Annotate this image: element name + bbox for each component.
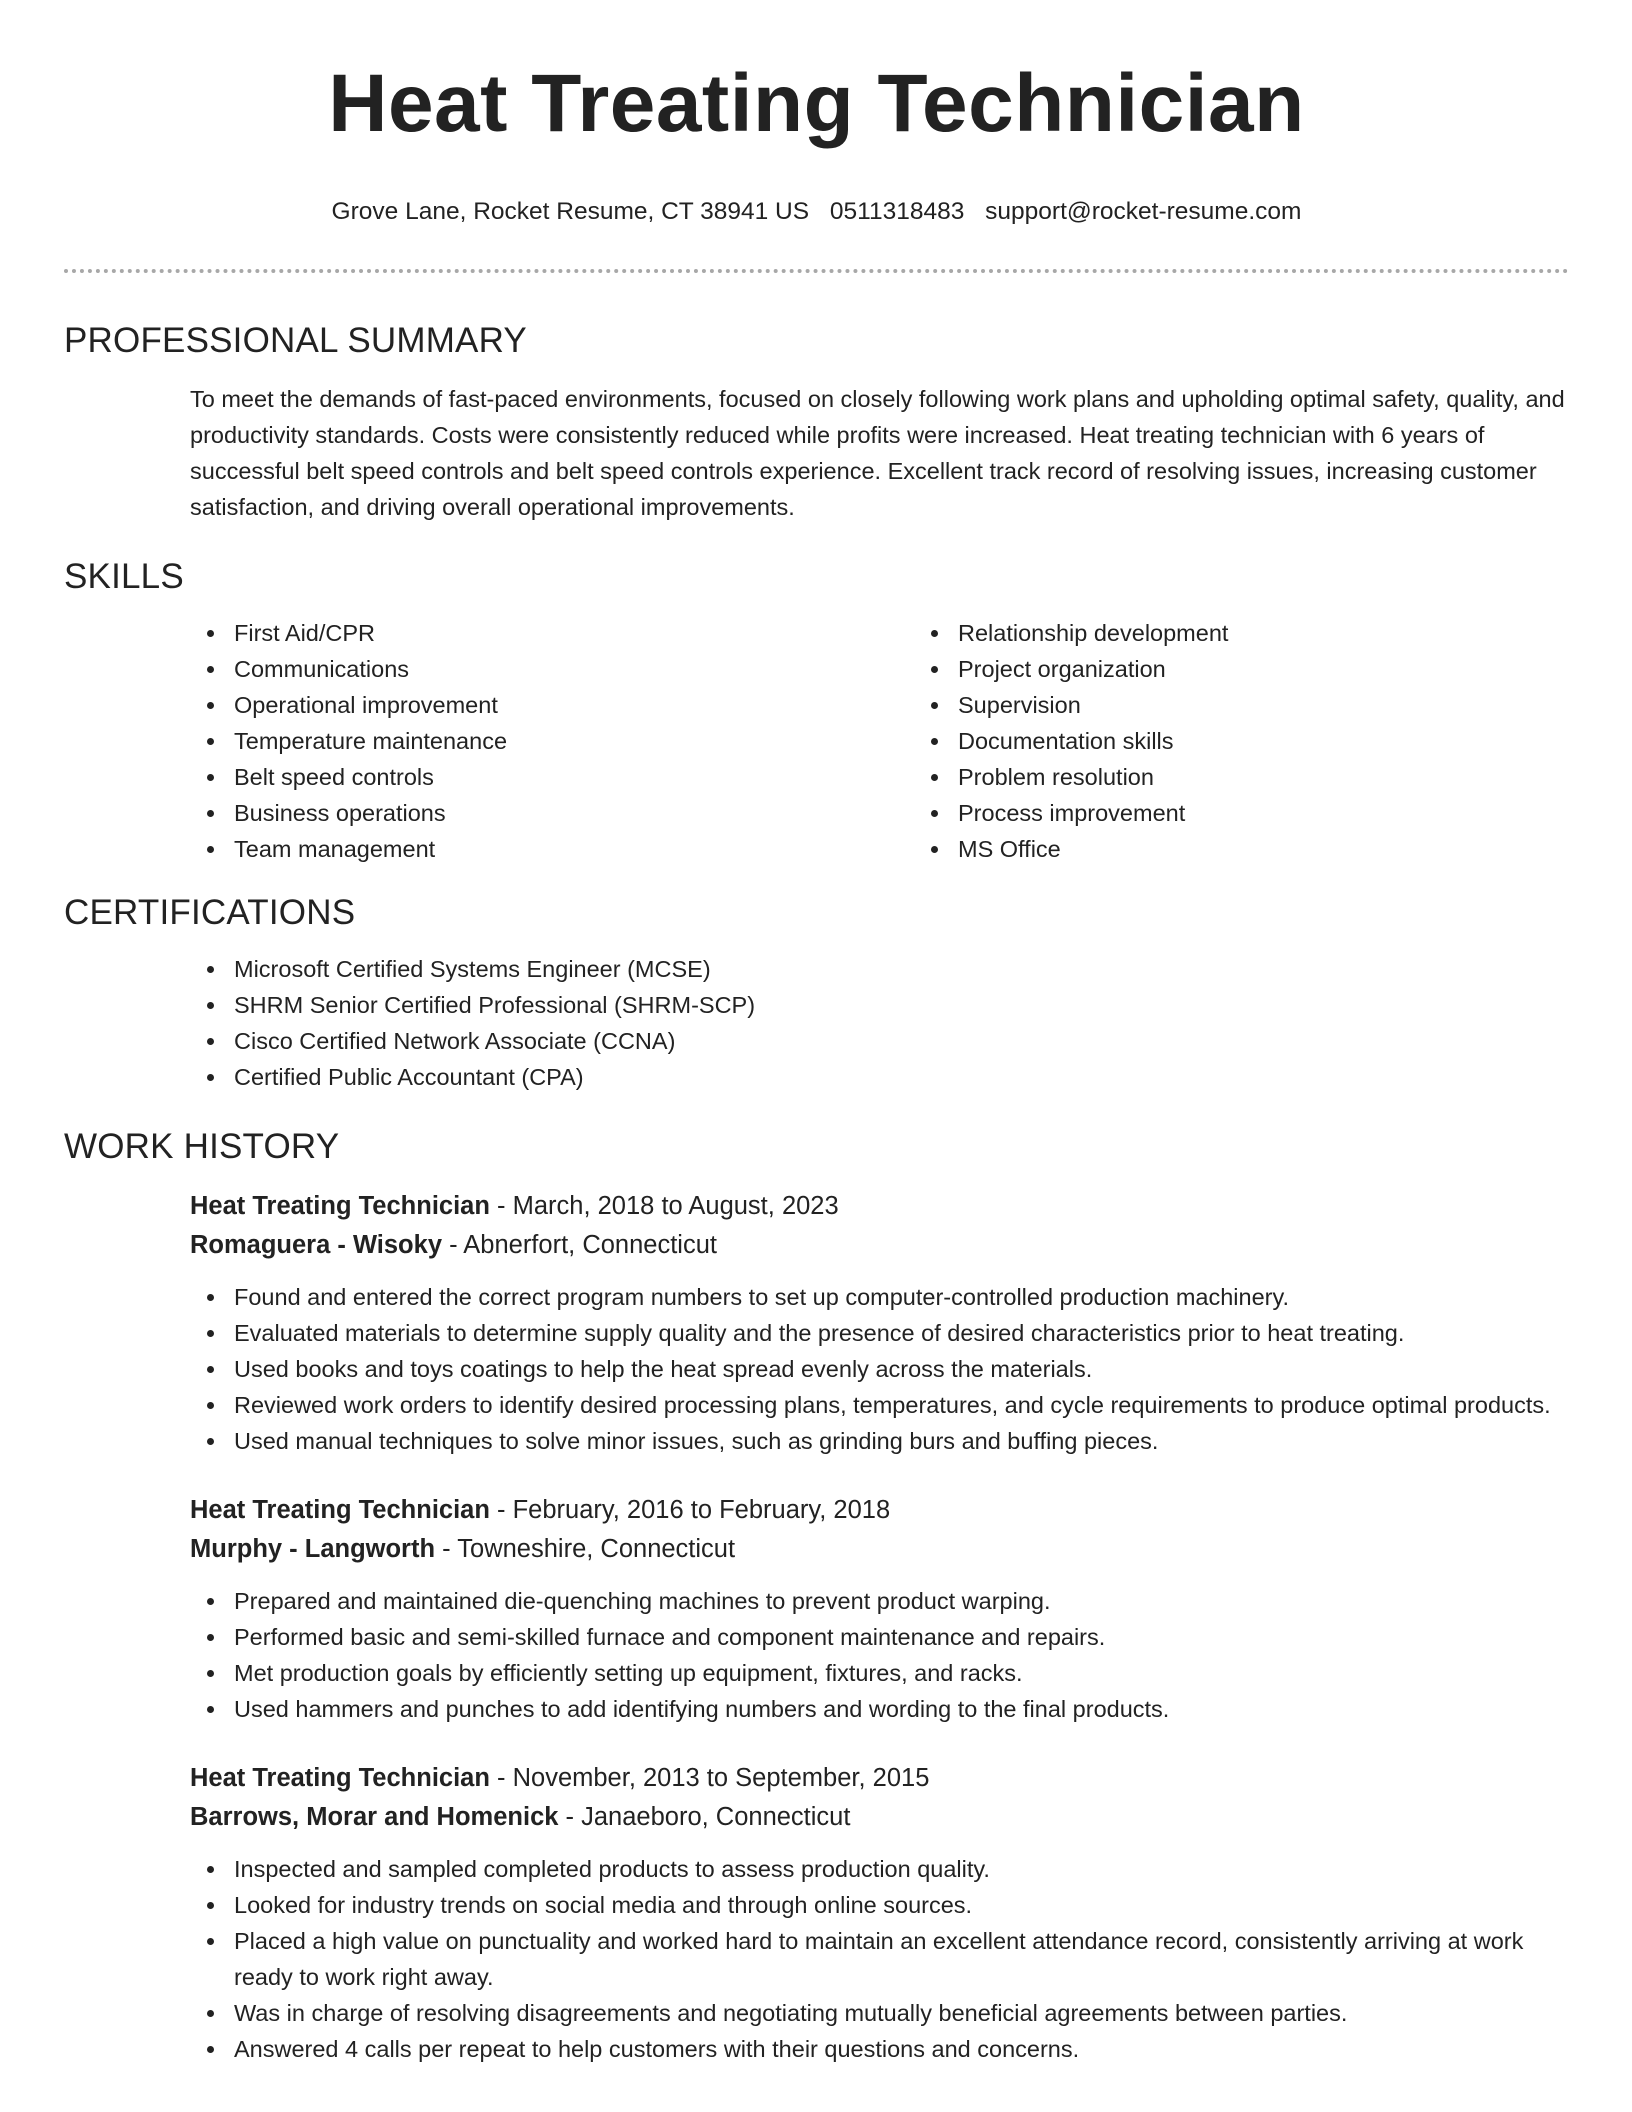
- skill-item: Relationship development: [958, 615, 1569, 651]
- certification-item: Certified Public Accountant (CPA): [234, 1059, 1569, 1095]
- job-bullet-list: [190, 1279, 1569, 1459]
- summary-text: To meet the demands of fast-paced environments, focused on closely following work plans and upholding optimal safety, quality, and productivity standards. Costs were consistently reduced while profits were increased. Heat treating technician with 6 years of successful belt speed controls and belt speed controls experience. Excellent track record of resolving issues, increasing customer satisfaction, and driving overall operational improvements.: [190, 386, 1565, 520]
- skills-heading: SKILLS: [64, 557, 184, 596]
- job-location: Janaeboro, Connecticut: [581, 1803, 851, 1831]
- resume-name: Heat Treating Technician: [328, 58, 1305, 149]
- job-company-line: [190, 1530, 1569, 1569]
- skill-item: Temperature maintenance: [234, 723, 914, 759]
- job-bullet: Used manual techniques to solve minor issues, such as grinding burs and buffing pieces.: [234, 1423, 1569, 1459]
- job-dates: February, 2016 to February, 2018: [512, 1496, 891, 1524]
- skill-item: Documentation skills: [958, 723, 1569, 759]
- job-separator: -: [558, 1803, 582, 1831]
- contact-email: support@rocket-resume.com: [985, 198, 1302, 225]
- certification-item: Microsoft Certified Systems Engineer (MCSE): [234, 951, 1569, 987]
- skill-item: Team management: [234, 831, 914, 867]
- skills-list-left: [190, 615, 914, 867]
- skill-item: Belt speed controls: [234, 759, 914, 795]
- job-role: Heat Treating Technician: [190, 1192, 490, 1220]
- skills-list-right: [914, 615, 1569, 867]
- job-bullet: Met production goals by efficiently setting up equipment, fixtures, and racks.: [234, 1655, 1569, 1691]
- job-bullet: Placed a high value on punctuality and worked hard to maintain an excellent attendance record, consistently arriving at work ready to work right away.: [234, 1923, 1569, 1995]
- certifications-heading: CERTIFICATIONS: [64, 893, 356, 932]
- certification-item: SHRM Senior Certified Professional (SHRM-SCP): [234, 987, 1569, 1023]
- job-separator: -: [489, 1192, 513, 1220]
- job-bullet: Performed basic and semi-skilled furnace and component maintenance and repairs.: [234, 1619, 1569, 1655]
- skill-item: Process improvement: [958, 795, 1569, 831]
- job-entry: [190, 1187, 1569, 1459]
- skill-item: MS Office: [958, 831, 1569, 867]
- header-divider: [64, 269, 1569, 273]
- summary-heading: PROFESSIONAL SUMMARY: [64, 321, 527, 360]
- job-dates: November, 2013 to September, 2015: [512, 1764, 930, 1792]
- job-title-line: [190, 1759, 1569, 1798]
- contact-line: [64, 196, 1569, 228]
- skill-item: Problem resolution: [958, 759, 1569, 795]
- skills-columns: [190, 615, 1569, 867]
- skill-item: Communications: [234, 651, 914, 687]
- job-separator: -: [442, 1231, 464, 1259]
- job-bullet: Reviewed work orders to identify desired processing plans, temperatures, and cycle requirements to produce optimal products.: [234, 1387, 1569, 1423]
- job-company: Barrows, Morar and Homenick: [190, 1803, 559, 1831]
- job-location: Towneshire, Connecticut: [457, 1535, 736, 1563]
- job-bullet: Answered 4 calls per repeat to help customers with their questions and concerns.: [234, 2031, 1569, 2067]
- job-title-line: [190, 1491, 1569, 1530]
- job-bullet: Found and entered the correct program numbers to set up computer-controlled production machinery.: [234, 1279, 1569, 1315]
- job-role: Heat Treating Technician: [190, 1764, 490, 1792]
- work-history-heading: WORK HISTORY: [64, 1127, 340, 1166]
- contact-phone: 0511318483: [829, 198, 965, 225]
- job-company: Romaguera - Wisoky: [190, 1231, 442, 1259]
- job-entry: [190, 1759, 1569, 2067]
- skill-item: Business operations: [234, 795, 914, 831]
- job-role: Heat Treating Technician: [190, 1496, 490, 1524]
- skill-item: Operational improvement: [234, 687, 914, 723]
- job-bullet: Was in charge of resolving disagreements and negotiating mutually beneficial agreements between parties.: [234, 1995, 1569, 2031]
- certifications-list: [190, 951, 1569, 1095]
- job-bullet: Looked for industry trends on social media and through online sources.: [234, 1887, 1569, 1923]
- job-location: Abnerfort, Connecticut: [463, 1231, 717, 1259]
- job-separator: -: [489, 1496, 513, 1524]
- job-dates: March, 2018 to August, 2023: [512, 1192, 839, 1220]
- job-bullet: Inspected and sampled completed products to assess production quality.: [234, 1851, 1569, 1887]
- contact-address: Grove Lane, Rocket Resume, CT 38941 US: [331, 198, 810, 225]
- job-bullet: Used books and toys coatings to help the heat spread evenly across the materials.: [234, 1351, 1569, 1387]
- skill-item: Project organization: [958, 651, 1569, 687]
- job-bullet: Used hammers and punches to add identifying numbers and wording to the final products.: [234, 1691, 1569, 1727]
- certification-item: Cisco Certified Network Associate (CCNA): [234, 1023, 1569, 1059]
- skill-item: Supervision: [958, 687, 1569, 723]
- job-separator: -: [489, 1764, 513, 1792]
- job-title-line: [190, 1187, 1569, 1226]
- job-company-line: [190, 1226, 1569, 1265]
- job-bullet-list: [190, 1851, 1569, 2067]
- job-company-line: [190, 1798, 1569, 1837]
- job-bullet: Prepared and maintained die-quenching machines to prevent product warping.: [234, 1583, 1569, 1619]
- job-company: Murphy - Langworth: [190, 1535, 436, 1563]
- job-entry: [190, 1491, 1569, 1727]
- job-bullet: Evaluated materials to determine supply quality and the presence of desired characteristics prior to heat treating.: [234, 1315, 1569, 1351]
- job-separator: -: [435, 1535, 458, 1563]
- skill-item: First Aid/CPR: [234, 615, 914, 651]
- job-bullet-list: [190, 1583, 1569, 1727]
